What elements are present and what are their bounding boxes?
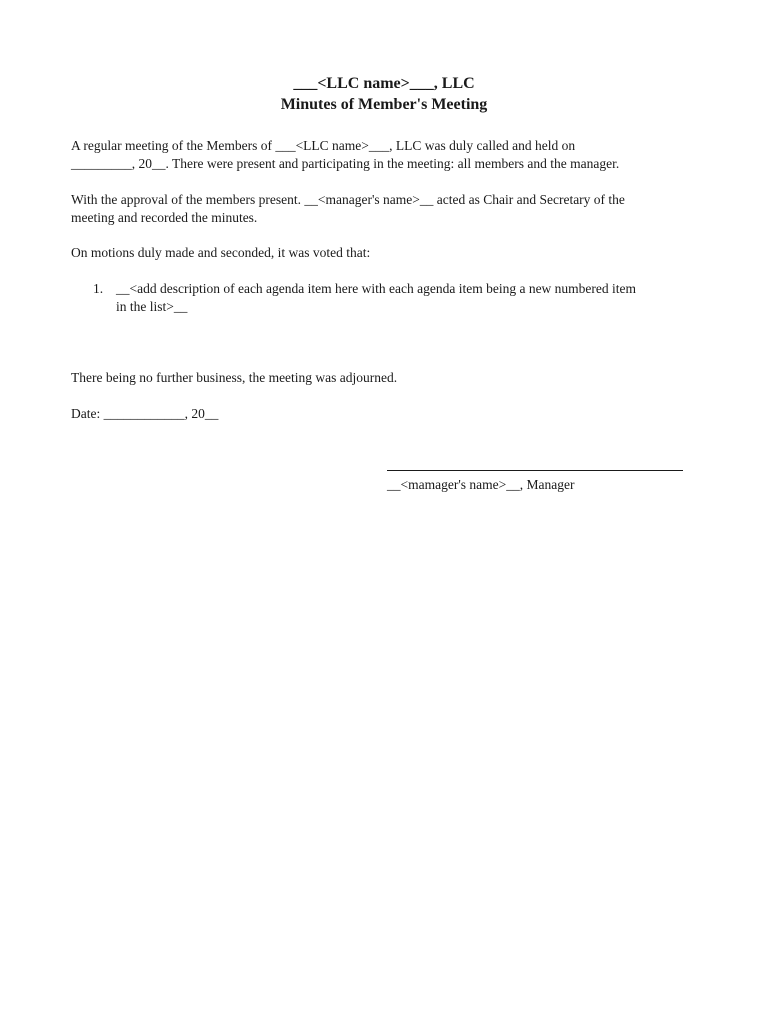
signature-name: __<mamager's name>__, Manager	[387, 477, 575, 492]
list-item-text: __<add description of each agenda item here with each agenda item being a new numbered item in the list>__	[116, 281, 637, 314]
date-line: Date: ____________, 20__	[71, 406, 219, 421]
document-subtitle: Minutes of Member's Meeting	[280, 96, 488, 113]
meeting-intro-paragraph: A regular meeting of the Members of ___<LLC name>___, LLC was duly called and held on _________, 20__. There were present and participating in the meeting: all members and the manager.	[71, 138, 620, 171]
list-item-number: 1.	[93, 281, 104, 296]
motions-paragraph: On motions duly made and seconded, it was voted that:	[71, 245, 371, 260]
chair-paragraph: With the approval of the members present. __<manager's name>__ acted as Chair and Secretary of the meeting and recorded the minutes.	[71, 192, 625, 225]
signature-line	[387, 470, 683, 471]
adjourned-paragraph: There being no further business, the meeting was adjourned.	[71, 370, 398, 385]
document-title: ___<LLC name>___, LLC	[293, 75, 475, 92]
